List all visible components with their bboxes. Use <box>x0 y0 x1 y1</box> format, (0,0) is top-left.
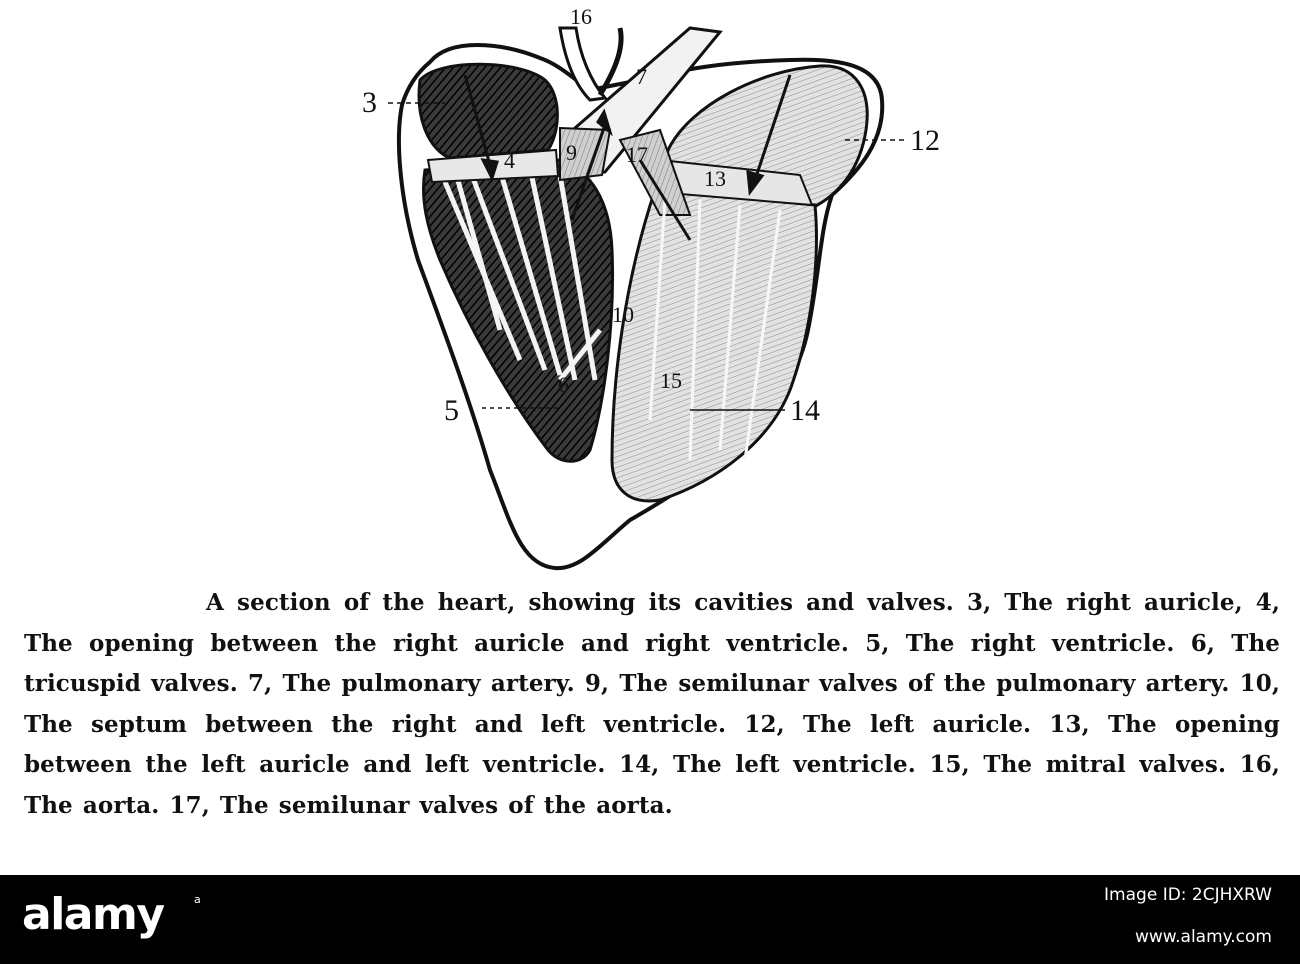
watermark-footer <box>0 875 1300 964</box>
label-13: 13 <box>704 166 726 191</box>
label-3: 3 <box>362 86 377 119</box>
label-17: 17 <box>626 142 648 167</box>
label-5: 5 <box>444 394 459 427</box>
figure-caption: A section of the heart, showing its cavities and valves. 3, The right auricle, 4, The opening between the right auricle and right ventricle. 5, The right ventricle. 6, The tricuspid valves. 7, The pulmonary artery. 9, The semilunar valves of the pulmonary artery. 10, The septum between the right and left ventricle. 12, The left auricle. 13, The opening between the left auricle and left ventricle. 14, The left ventricle. 15, The mitral valves. 16, The aorta. 17, The semilunar valves of the aorta. <box>24 589 1280 819</box>
label-9: 9 <box>566 140 577 165</box>
label-4: 4 <box>504 148 515 173</box>
label-12: 12 <box>910 124 940 157</box>
label-14: 14 <box>790 394 820 427</box>
image-id-label: Image ID: 2CJHXRW <box>1104 885 1272 905</box>
label-16: 16 <box>570 4 592 29</box>
brand-mark: a <box>194 893 201 906</box>
label-7: 7 <box>636 64 647 89</box>
label-10: 10 <box>612 302 634 327</box>
left-ventricle-shape <box>612 190 816 501</box>
brand-logo: alamy <box>22 889 164 940</box>
site-url-label: www.alamy.com <box>1134 927 1272 947</box>
right-auricle-shape <box>419 64 557 158</box>
label-15: 15 <box>660 368 682 393</box>
label-6: 6 <box>558 372 569 397</box>
